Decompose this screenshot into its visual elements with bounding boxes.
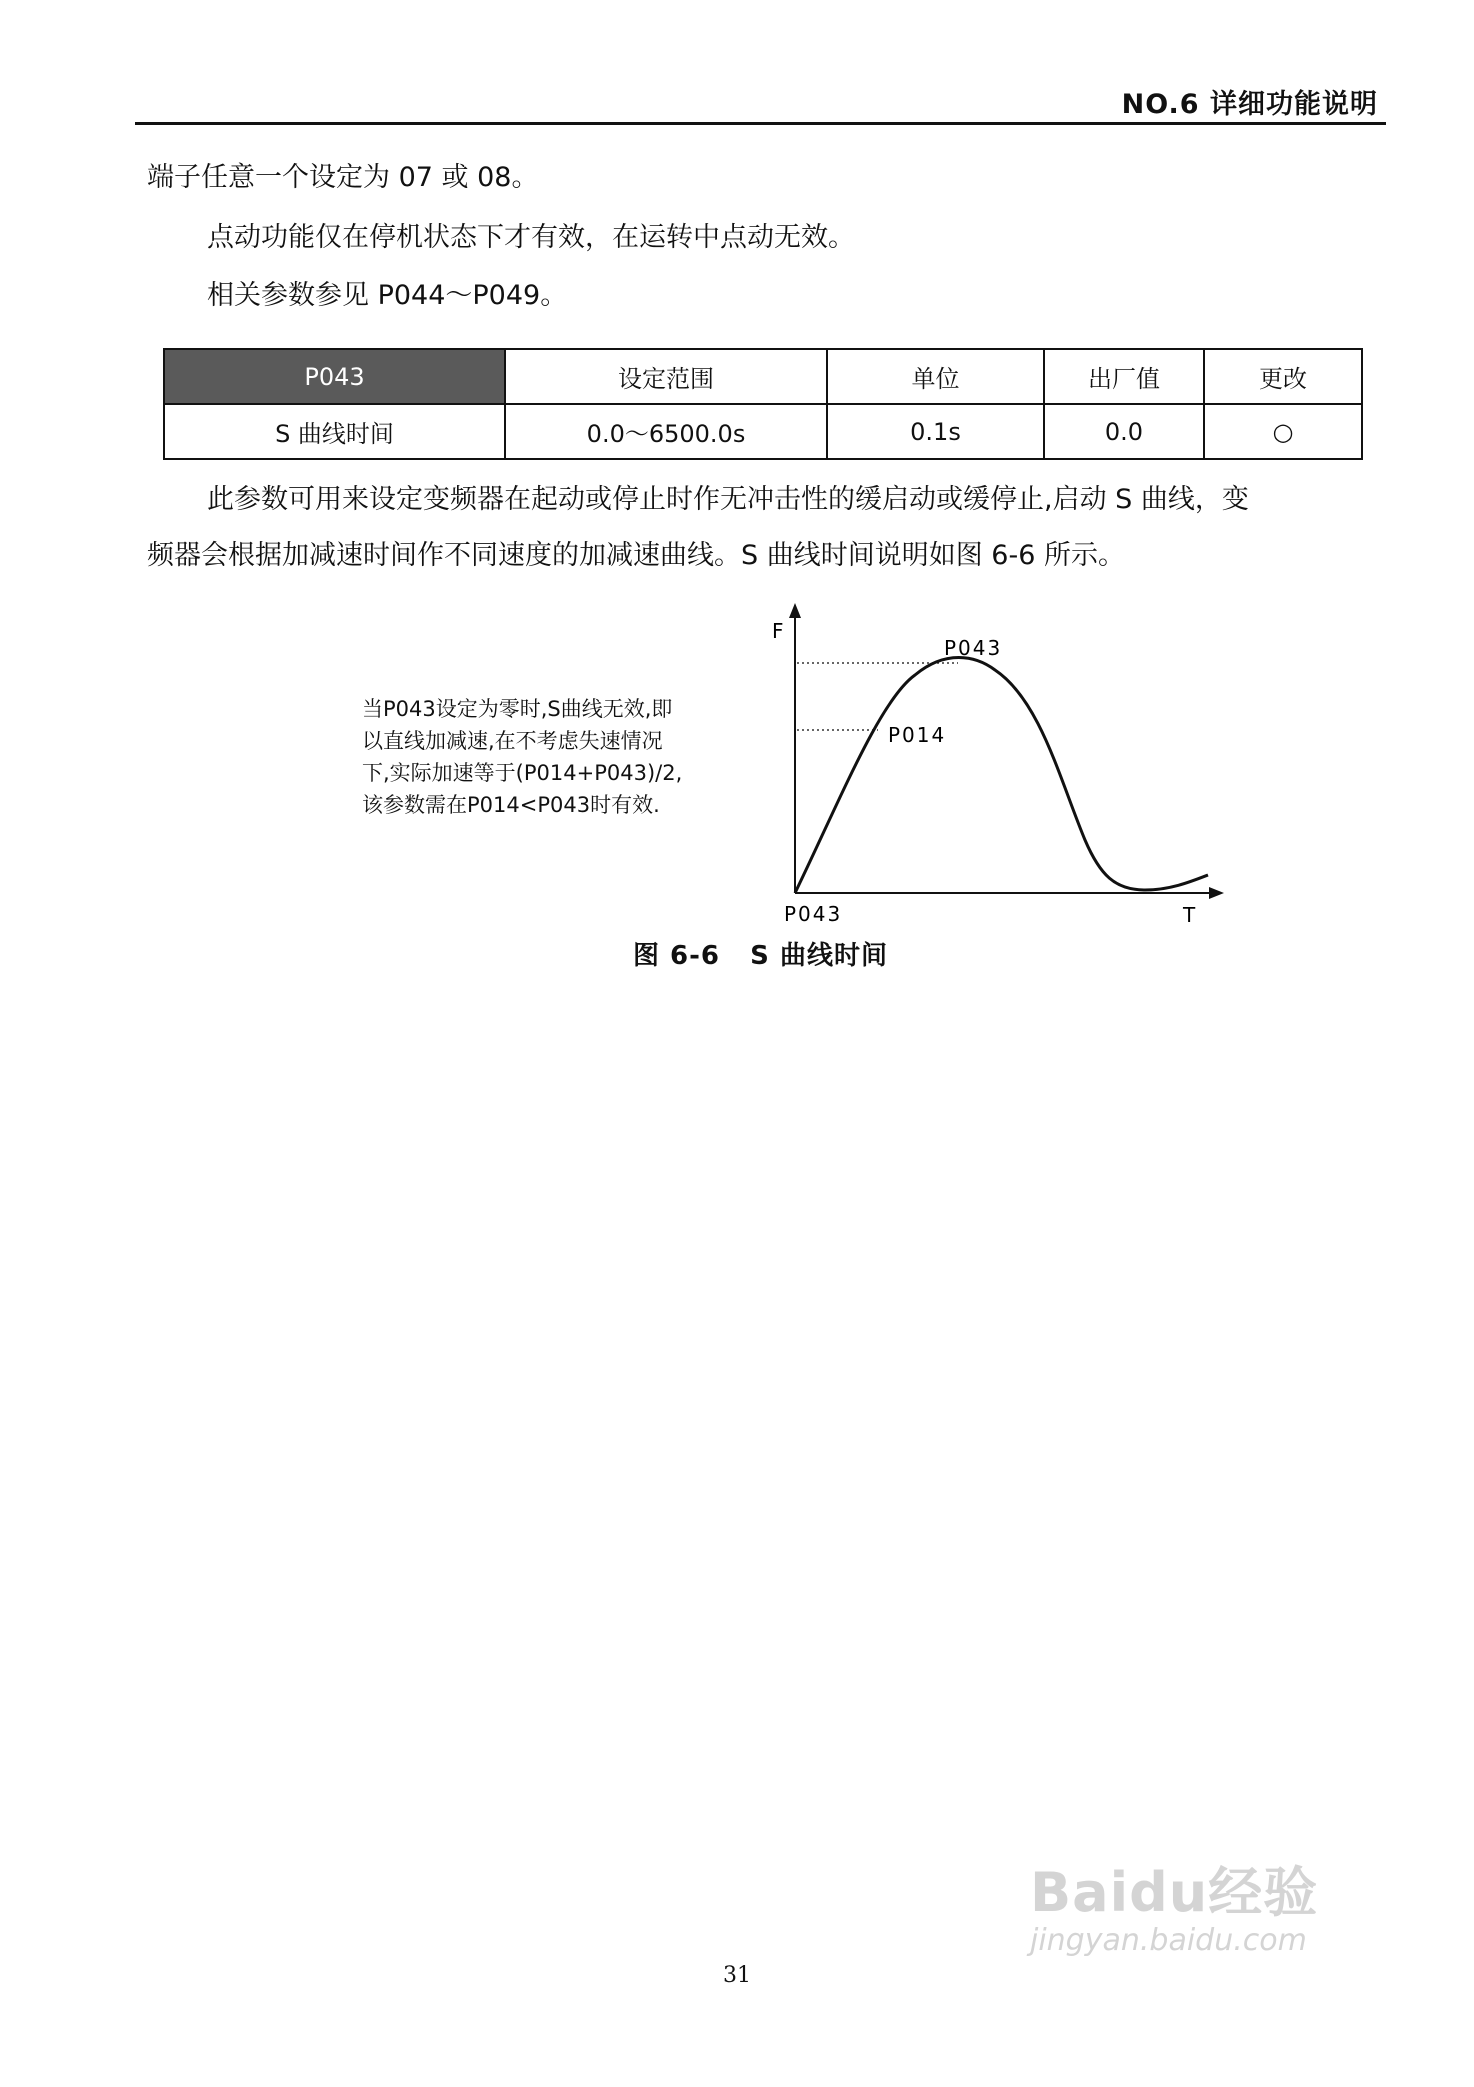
range-header-cell: 设定范围 (505, 349, 827, 404)
default-header-cell: 出厂值 (1044, 349, 1204, 404)
figure-caption: 图 6-6 S 曲线时间 (633, 941, 888, 971)
y-axis-label: F (772, 619, 784, 643)
default-value-cell: 0.0 (1044, 404, 1204, 459)
table-header-row (164, 349, 1362, 404)
baidu-watermark (1030, 1850, 1318, 1958)
modify-value-cell: ○ (1204, 404, 1362, 459)
paragraph-terminal: 端子任意一个设定为 07 或 08。 (147, 162, 539, 193)
x-axis-label: T (1183, 903, 1196, 927)
description-line-2: 频器会根据加减速时间作不同速度的加减速曲线。S 曲线时间说明如图 6-6 所示。 (147, 540, 1125, 571)
paragraph-related: 相关参数参见 P044～P049。 (207, 280, 568, 311)
figure-note-line: 以直线加减速,在不考虑失速情况 (362, 729, 663, 753)
description-line-1: 此参数可用来设定变频器在起动或停止时作无冲击性的缓启动或缓停止,启动 S 曲线，变 (207, 484, 1249, 515)
range-value-cell: 0.0～6500.0s (505, 404, 827, 459)
unit-value-cell: 0.1s (827, 404, 1044, 459)
p014-label: P014 (888, 723, 947, 747)
figure-note-line: 该参数需在P014<P043时有效. (362, 793, 660, 817)
unit-header-cell: 单位 (827, 349, 1044, 404)
origin-label: P043 (784, 902, 843, 926)
table-row (164, 404, 1362, 459)
param-code-cell: P043 (164, 349, 505, 404)
parameter-table (163, 348, 1363, 460)
paragraph-jog: 点动功能仅在停机状态下才有效，在运转中点动无效。 (207, 222, 855, 253)
modify-header-cell: 更改 (1204, 349, 1362, 404)
figure-note-line: 下,实际加速等于(P014+P043)/2, (362, 761, 683, 785)
figure-note-line: 当P043设定为零时,S曲线无效,即 (362, 697, 673, 721)
header-rule (135, 122, 1386, 125)
page-number: 31 (723, 1963, 751, 1988)
watermark-logo: Baidu经验 (1030, 1861, 1319, 1924)
peak-label: P043 (944, 636, 1003, 660)
page-header-title: NO.6 详细功能说明 (1121, 89, 1378, 120)
s-curve (795, 658, 1208, 894)
param-name-cell: S 曲线时间 (164, 404, 505, 459)
x-axis-arrow (1209, 887, 1224, 899)
s-curve-figure (0, 600, 1474, 970)
y-axis-arrow (789, 603, 801, 618)
watermark-url: jingyan.baidu.com (1030, 1923, 1307, 1958)
